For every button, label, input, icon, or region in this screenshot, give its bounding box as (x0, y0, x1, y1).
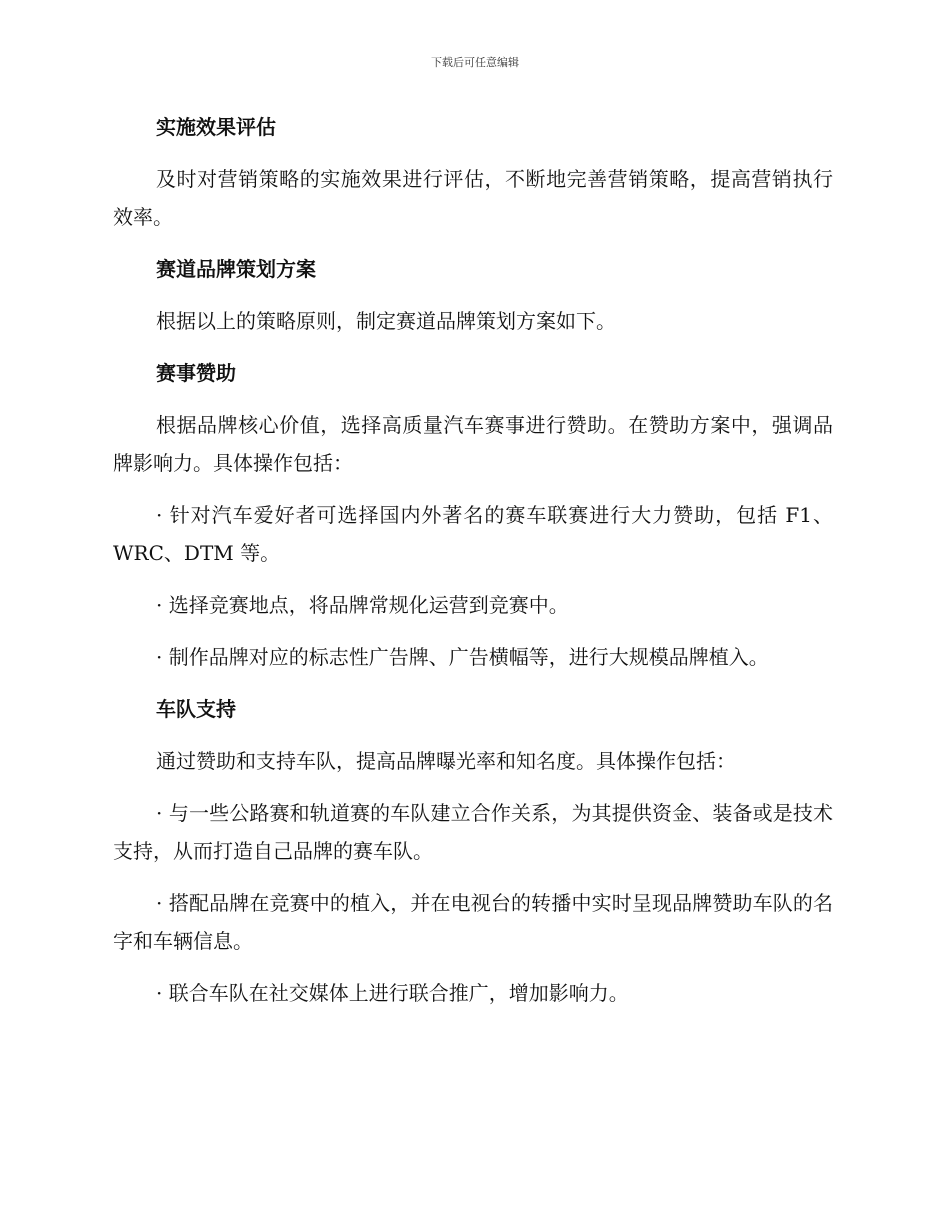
page-header-note: 下载后可任意编辑 (431, 56, 519, 69)
bullet-sponsorship-3: · 制作品牌对应的标志性广告牌、广告横幅等，进行大规模品牌植入。 (156, 645, 769, 669)
bullet-sponsorship-2: · 选择竞赛地点，将品牌常规化运营到竞赛中。 (156, 593, 569, 617)
section-heading-effect-evaluation: 实施效果评估 (156, 115, 276, 139)
section-heading-team-support: 车队支持 (156, 697, 236, 721)
section-heading-track-brand-plan: 赛道品牌策划方案 (156, 257, 316, 281)
bullet-sponsorship-1: · 针对汽车爱好者可选择国内外著名的赛车联赛进行大力赞助，包括 F1、WRC、DTM 等。 (113, 503, 833, 565)
paragraph-track-brand-plan: 根据以上的策略原则，制定赛道品牌策划方案如下。 (156, 309, 616, 333)
paragraph-event-sponsorship: 根据品牌核心价值，选择高质量汽车赛事进行赞助。在赞助方案中，强调品牌影响力。具体操作包括： (113, 413, 833, 475)
bullet-team-1: · 与一些公路赛和轨道赛的车队建立合作关系，为其提供资金、装备或是技术支持，从而打造自己品牌的赛车队。 (113, 801, 833, 863)
paragraph-effect-evaluation: 及时对营销策略的实施效果进行评估，不断地完善营销策略，提高营销执行效率。 (113, 167, 833, 229)
section-heading-event-sponsorship: 赛事赞助 (156, 361, 236, 385)
document-body (113, 108, 833, 1012)
bullet-team-2: · 搭配品牌在竞赛中的植入，并在电视台的转播中实时呈现品牌赞助车队的名字和车辆信息。 (113, 891, 833, 953)
bullet-team-3: · 联合车队在社交媒体上进行联合推广，增加影响力。 (156, 981, 629, 1005)
paragraph-team-support: 通过赞助和支持车队，提高品牌曝光率和知名度。具体操作包括： (156, 749, 736, 773)
